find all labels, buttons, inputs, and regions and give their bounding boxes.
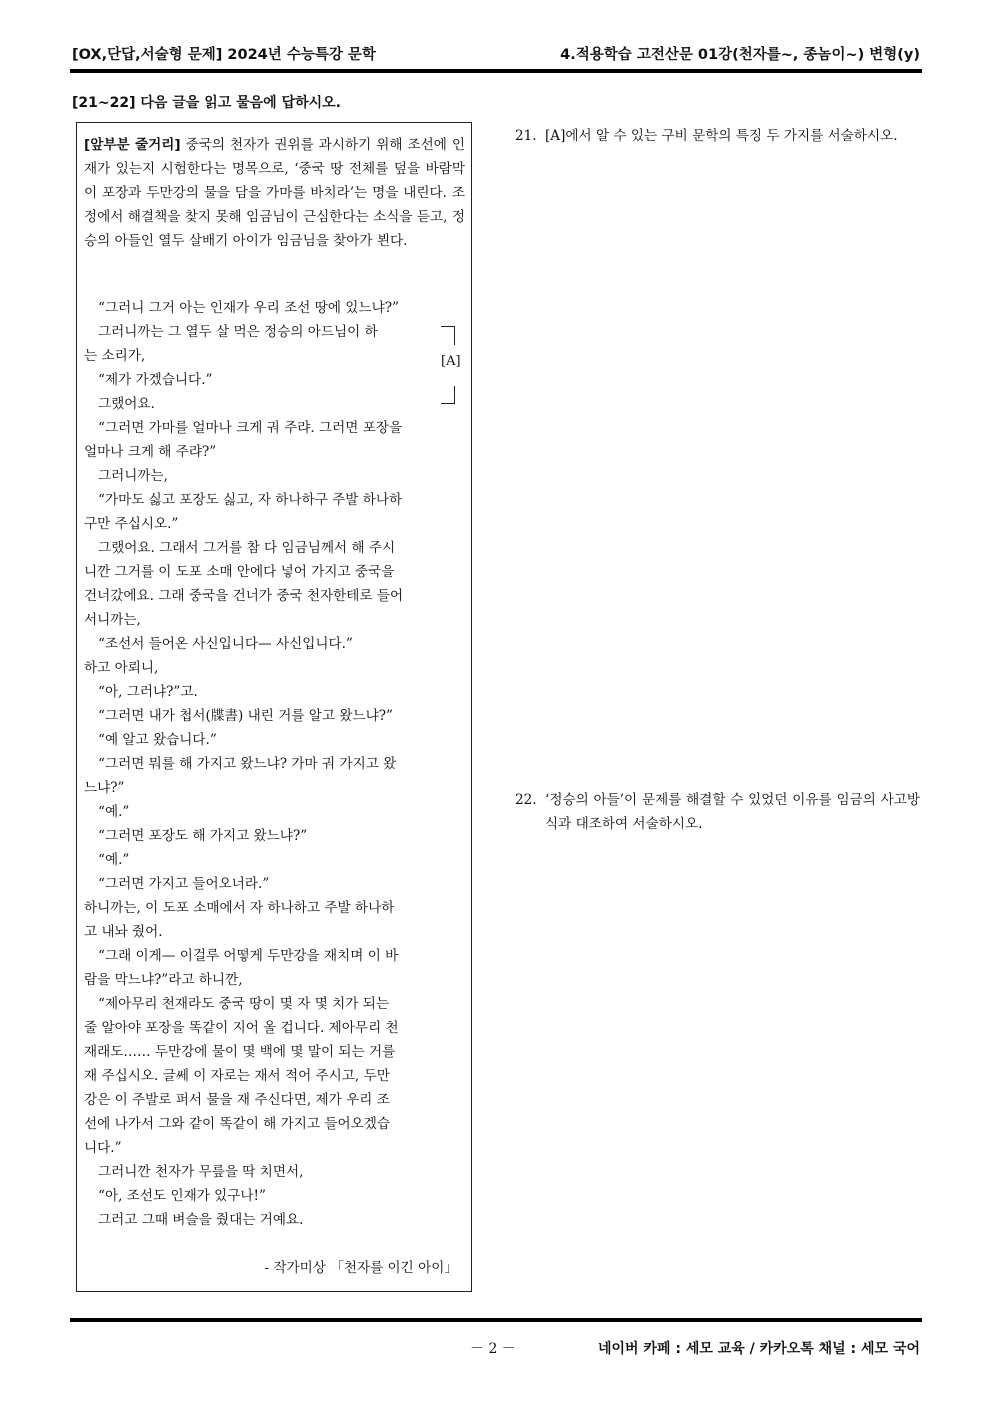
passage-line: “조선서 들어온 사신입니다— 사신입니다.” — [98, 636, 353, 652]
passage-line: 그러니까는, — [98, 468, 168, 484]
passage-line: “그러니 그거 아는 인재가 우리 조선 땅에 있느냐?” — [98, 300, 399, 316]
footer-rule — [70, 1318, 922, 1322]
passage-line: “예.” — [98, 852, 130, 868]
summary-label: [앞부분 줄거리] — [84, 137, 181, 153]
passage-line: 그랬어요. 그래서 그거를 참 다 임금님께서 해 주시 — [98, 540, 396, 556]
passage-line: “그러면 가지고 들어오너라.” — [98, 876, 270, 892]
passage-line: 줄 알아야 포장을 똑같이 지어 올 겁니다. 제아무리 천 — [84, 1020, 399, 1036]
summary-text: 중국의 천자가 권위를 과시하기 위해 조선에 인재가 있는지 시험한다는 명목으로, ‘중국 땅 전체를 덮을 바람막이 포장과 두만강의 물을 담을 가마를 바치라’는 명을 내린다. 조정에서 해결책을 찾지 못해 임금님이 근심한다는 소식을 듣고, 정승의 아들인 열두 살배기 아이가 임금님을 찾아가 뵌다. — [84, 137, 465, 249]
footer-contact: 네이버 카페 : 세모 교육 / 카카오톡 채널 : 세모 국어 — [597, 1341, 920, 1357]
page-number: － 2 － — [470, 1341, 516, 1357]
passage-line: “그러면 뭐를 해 가지고 왔느냐? 가마 궈 가지고 왔 — [98, 756, 397, 772]
passage-line: “예.” — [98, 804, 130, 820]
passage-line: 그랬어요. — [98, 396, 155, 412]
passage-line: “예 알고 왔습니다.” — [98, 732, 217, 748]
bracket-a-label: [A] — [441, 354, 461, 369]
plot-summary — [84, 133, 465, 253]
passage-line: 구만 주십시오.” — [84, 516, 179, 532]
header-rule — [70, 69, 922, 73]
passage-line: 고 내놔 줬어. — [84, 924, 163, 940]
passage-line: 느냐?” — [84, 780, 125, 796]
passage-line: “가마도 싫고 포장도 싫고, 자 하나하구 주발 하나하 — [98, 492, 403, 508]
passage-line: 니다.” — [84, 1140, 122, 1156]
passage-line: 하니까는, 이 도포 소매에서 자 하나하고 주발 하나하 — [84, 900, 395, 916]
question-21 — [515, 124, 920, 148]
passage-line: 그러니깐 천자가 무릎을 딱 치면서, — [98, 1164, 304, 1180]
passage-line: 그러니까는 그 열두 살 먹은 정승의 아드님이 하 — [98, 324, 378, 340]
bracket-a-top — [441, 326, 455, 345]
passage-line: 선에 나가서 그와 같이 똑같이 해 가지고 들어오겠습 — [84, 1116, 391, 1132]
passage-line: 니깐 그거를 이 도포 소매 안에다 넣어 가지고 중국을 — [84, 564, 395, 580]
question-22 — [515, 788, 920, 836]
passage-line: 건너갔에요. 그래 중국을 건너가 중국 천자한테로 들어 — [84, 588, 404, 604]
passage-line: “제가 가겠습니다.” — [98, 372, 213, 388]
passage-line: 서니까는, — [84, 612, 141, 628]
source-citation: - 작가미상 「천자를 이긴 아이」 — [264, 1260, 458, 1276]
passage-line: 재 주십시오. 글쎄 이 자로는 재서 적어 주시고, 두만 — [84, 1068, 390, 1084]
question-text: [A]에서 알 수 있는 구비 문학의 특징 두 가지를 서술하시오. — [545, 128, 898, 144]
passage-line: 하고 아뢰니, — [84, 660, 159, 676]
passage-line: “그러면 포장도 해 가지고 왔느냐?” — [98, 828, 308, 844]
passage-line: “그래 이게— 이걸루 어떻게 두만강을 재치며 이 바 — [98, 948, 399, 964]
passage-line: 얼마나 크게 해 주랴?” — [84, 444, 217, 460]
passage-line: “그러면 내가 첩서(牒書) 내린 거를 알고 왔느냐?” — [98, 708, 394, 724]
instruction: [21~22] 다음 글을 읽고 물음에 답하시오. — [72, 95, 341, 111]
header-title: [OX,단답,서술형 문제] 2024년 수능특강 문학 — [72, 47, 376, 63]
question-text: ‘정승의 아들’이 문제를 해결할 수 있었던 이유를 임금의 사고방식과 대조하여 서술하시오. — [545, 792, 920, 832]
passage-line: 는 소리가, — [84, 348, 146, 364]
passage-line: 람을 막느냐?”라고 하니깐, — [84, 972, 243, 988]
passage-line: 강은 이 주발로 퍼서 물을 재 주신다면, 제가 우리 조 — [84, 1092, 390, 1108]
passage-line: “그러면 가마를 얼마나 크게 궈 주랴. 그러면 포장을 — [98, 420, 403, 436]
passage-line: “아, 조선도 인재가 있구나!” — [98, 1188, 266, 1204]
passage-line: 재래도…… 두만강에 물이 몇 백에 몇 말이 되는 거를 — [84, 1044, 396, 1060]
header-lesson: 4.적용학습 고전산문 01강(천자를~, 종놈이~) 변형(y) — [560, 47, 920, 63]
question-number: 22. — [515, 792, 537, 808]
passage-line: “아, 그러냐?”고. — [98, 684, 198, 700]
question-number: 21. — [515, 128, 537, 144]
bracket-a-bottom — [441, 386, 455, 404]
passage-line: 그러고 그때 벼슬을 줬대는 거예요. — [98, 1212, 304, 1228]
passage-line: “제아무리 천재라도 중국 땅이 몇 자 몇 치가 되는 — [98, 996, 390, 1012]
